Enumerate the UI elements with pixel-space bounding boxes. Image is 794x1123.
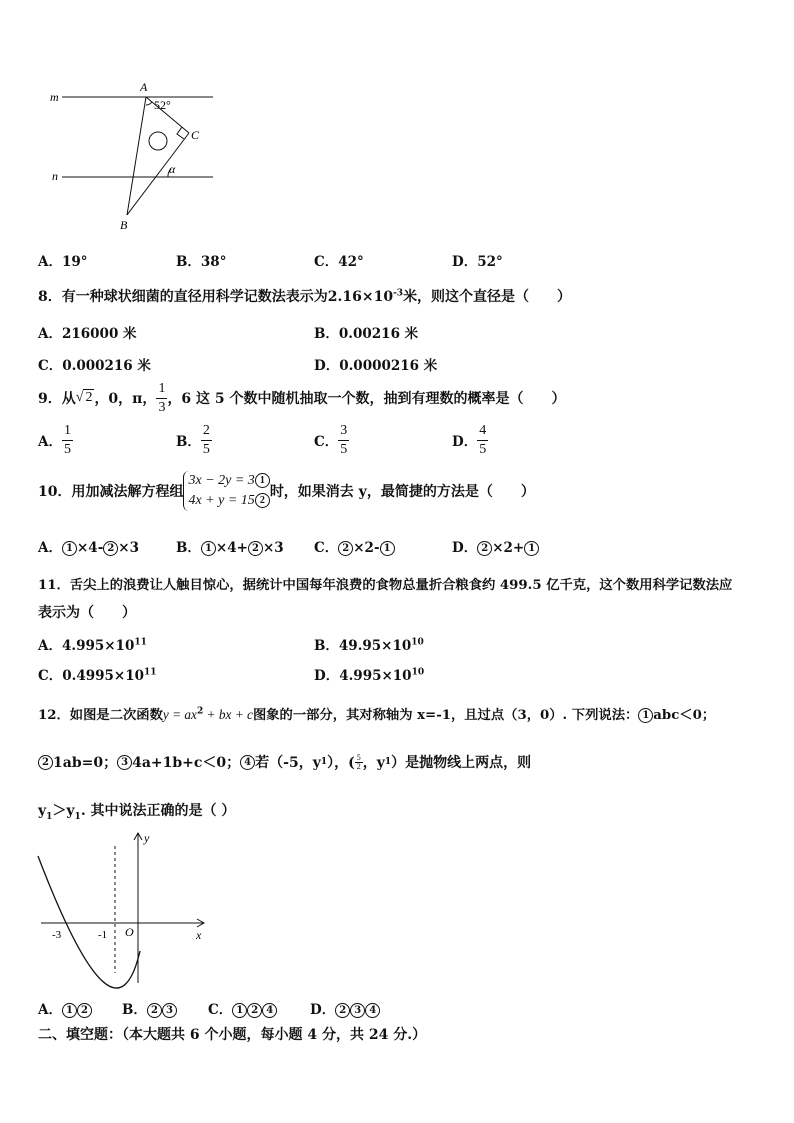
q9-stem — [38, 378, 566, 418]
q10-equation-system — [183, 471, 269, 511]
q10-c-mark1: 2 — [338, 541, 353, 556]
q9-sqrt-radicand: 2 — [85, 390, 93, 405]
q9-option-b-den: 5 — [202, 441, 210, 457]
q11-option-a[interactable] — [38, 634, 147, 654]
q7-option-b[interactable]: B．38° — [176, 254, 227, 270]
q10-b-mark1: 1 — [201, 541, 216, 556]
q12-b-m1: 2 — [147, 1003, 162, 1018]
segment-BC — [127, 133, 189, 215]
q9-option-c[interactable] — [314, 420, 349, 460]
q11-option-d[interactable] — [314, 664, 424, 684]
q12-c-m2: 2 — [247, 1003, 262, 1018]
q12-line3-c: . 其中说法正确的是（ ） — [80, 803, 236, 819]
tick-minus-3: -3 — [52, 929, 62, 941]
q9-text-after: ，6 这 5 个数中随机抽取一个数，抽到有理数的概率是（ ） — [167, 391, 566, 407]
q9-option-a-den: 5 — [63, 441, 71, 457]
q7-option-a[interactable]: A．19° — [38, 254, 88, 270]
q12-s4-frac — [355, 754, 363, 771]
q12-stem-line3 — [38, 800, 235, 822]
q10-text-after: 时，如果消去 y，最简捷的方法是（ ） — [269, 484, 535, 500]
q12-s1: abc＜0； — [653, 708, 716, 723]
segment-AB — [127, 97, 146, 215]
q12-option-d[interactable] — [310, 998, 380, 1018]
q9-option-c-num: 3 — [338, 424, 349, 441]
q10-b-letter: B． — [176, 540, 201, 556]
q9-option-c-frac — [338, 424, 349, 457]
right-angle-mark — [177, 127, 184, 139]
q11-stem-line1: 11．舌尖上的浪费让人触目惊心，据统计中国每年浪费的食物总量折合粮食约 499.5 亿千克，这个数用科学记数法应 — [38, 578, 733, 593]
q8-exponent: -3 — [393, 288, 404, 299]
q11-b-base: B．49.95×10 — [314, 638, 412, 654]
label-C: C — [191, 128, 200, 142]
q10-b-op2: ×3 — [262, 540, 284, 556]
q8-value: 2.16×10 — [327, 289, 394, 305]
q12-s3: 4a+1b+c＜0； — [132, 755, 241, 771]
q12-s3-mark: 3 — [117, 755, 132, 770]
q12-s2: 1ab=0； — [53, 755, 118, 771]
q10-d-op1: ×2+ — [492, 540, 525, 556]
q12-d-letter: D． — [310, 1002, 336, 1018]
origin-label: O — [125, 925, 134, 939]
q10-stem — [38, 468, 535, 514]
q10-a-op2: ×3 — [118, 540, 140, 556]
q12-s1-mark: 1 — [638, 708, 653, 723]
x-label: x — [196, 928, 202, 942]
q9-option-b-letter: B． — [176, 434, 201, 450]
q12-d-m3: 4 — [365, 1003, 380, 1018]
q9-option-a-frac — [62, 424, 73, 457]
q12-c-letter: C． — [208, 1002, 233, 1018]
q10-b-op1: ×4+ — [215, 540, 248, 556]
q12-d-m1: 2 — [335, 1003, 350, 1018]
q7-option-c[interactable]: C．42° — [314, 254, 364, 270]
q12-s4-frac-den: 2 — [356, 761, 361, 771]
q11-stem-line2: 表示为（ ） — [38, 605, 136, 621]
q10-a-mark2: 2 — [103, 541, 118, 556]
q10-option-d[interactable] — [452, 536, 539, 556]
q12-option-c[interactable] — [208, 998, 277, 1018]
q12-d-m2: 3 — [350, 1003, 365, 1018]
q10-text-before: 用加减法解方程组 — [71, 484, 184, 500]
q10-a-letter: A． — [38, 540, 62, 556]
q10-eq2-text: 4x + y = 15 — [188, 493, 255, 508]
q11-option-b[interactable] — [314, 634, 424, 654]
q12-func: y = ax — [162, 707, 197, 722]
q8-stem — [38, 286, 571, 306]
q12-line3-b: ＞y — [52, 803, 75, 819]
angle-arc-52 — [146, 102, 152, 105]
q9-frac-den: 3 — [158, 399, 166, 415]
q10-eq1 — [188, 471, 269, 491]
q12-option-a[interactable] — [38, 998, 92, 1018]
q9-number: 9． — [38, 391, 62, 407]
q10-option-a[interactable] — [38, 536, 139, 556]
q10-b-mark2: 2 — [248, 541, 263, 556]
q9-option-b-num: 2 — [201, 424, 212, 441]
q10-eq1-text: 3x − 2y = 3 — [188, 473, 255, 488]
q10-eq2-mark: 2 — [255, 493, 270, 508]
q12-func-exp: 2 — [196, 706, 204, 717]
y-label: y — [144, 831, 150, 845]
q9-option-d-frac — [477, 424, 488, 457]
label-A: A — [140, 80, 148, 94]
label-n: n — [52, 169, 58, 183]
q9-option-b-frac — [201, 424, 212, 457]
q10-c-mark2: 1 — [380, 541, 395, 556]
q12-a-m1: 1 — [62, 1003, 77, 1018]
q9-option-a-num: 1 — [62, 424, 73, 441]
q12-s4-a: 若（-5，y — [255, 755, 321, 771]
q8-option-b[interactable]: B．0.00216 米 — [314, 326, 419, 342]
q12-stem-line2 — [38, 748, 531, 776]
circle-mark — [149, 132, 167, 150]
q9-option-d-den: 5 — [479, 441, 487, 457]
q10-eq1-mark: 1 — [255, 473, 270, 488]
q11-d-base: D．4.995×10 — [314, 668, 412, 684]
q8-text-before: 有一种球状细菌的直径用科学记数法表示为 — [61, 289, 328, 305]
geometry-figure — [40, 76, 230, 236]
q9-option-d-num: 4 — [477, 424, 488, 441]
q9-option-b[interactable] — [176, 420, 212, 460]
q11-d-exp: 10 — [411, 667, 425, 678]
q12-a-letter: A． — [38, 1002, 62, 1018]
q11-a-base: A．4.995×10 — [38, 638, 135, 654]
q12-line3-sub1: 1 — [46, 811, 53, 822]
q10-c-op1: ×2- — [353, 540, 380, 556]
q10-d-letter: D． — [452, 540, 478, 556]
q11-b-exp: 10 — [411, 637, 424, 648]
q11-c-exp: 11 — [144, 667, 157, 678]
q11-option-c[interactable] — [38, 664, 157, 684]
q12-option-b[interactable] — [122, 998, 177, 1018]
label-B: B — [120, 218, 128, 232]
q12-line3-sub2: 1 — [74, 811, 81, 822]
q9-sqrt: √ 2 — [75, 390, 93, 405]
q9-option-d[interactable] — [452, 420, 488, 460]
q10-d-mark1: 2 — [477, 541, 492, 556]
q10-a-mark1: 1 — [62, 541, 77, 556]
q8-option-c[interactable]: C．0.000216 米 — [38, 358, 151, 374]
q7-option-d[interactable]: D．52° — [452, 254, 503, 270]
q11-c-base: C．0.4995×10 — [38, 668, 145, 684]
q12-s4-sub2: 1 — [384, 757, 392, 767]
q8-number: 8． — [38, 289, 62, 305]
q12-s4-b: ），( — [327, 755, 355, 771]
q12-a-m2: 2 — [77, 1003, 92, 1018]
q12-s4-c: ，y — [362, 755, 385, 771]
q10-a-op1: ×4- — [76, 540, 104, 556]
q12-line3-a: y — [38, 803, 47, 819]
q8-option-a[interactable]: A．216000 米 — [38, 326, 137, 342]
q11-a-exp: 11 — [134, 637, 147, 648]
q10-d-mark2: 1 — [524, 541, 539, 556]
q12-c-m1: 1 — [232, 1003, 247, 1018]
q8-option-d[interactable]: D．0.0000216 米 — [314, 358, 438, 374]
q10-option-b[interactable] — [176, 536, 284, 556]
q12-stem-line1 — [38, 704, 715, 723]
q12-b-m2: 3 — [162, 1003, 177, 1018]
parabola-graph — [36, 828, 216, 990]
q8-text-after: 米，则这个直径是（ ） — [403, 289, 572, 305]
q10-c-letter: C． — [314, 540, 339, 556]
q12-s4-sub1: 1 — [320, 757, 328, 767]
q9-fraction — [156, 382, 167, 415]
q12-s4-mark: 4 — [240, 755, 255, 770]
q9-option-c-den: 5 — [340, 441, 348, 457]
q12-func-tail: + bx + c — [203, 707, 253, 722]
q9-option-a-letter: A． — [38, 434, 62, 450]
label-alpha: α — [169, 162, 176, 176]
q12-s2-mark: 2 — [38, 755, 53, 770]
q9-option-a[interactable] — [38, 420, 73, 460]
q9-frac-num: 1 — [156, 382, 167, 399]
q10-option-c[interactable] — [314, 536, 395, 556]
q9-mid: ，0，π， — [94, 391, 157, 407]
q12-c-m3: 4 — [262, 1003, 277, 1018]
tick-minus-1: -1 — [98, 929, 108, 941]
section-2-title: 二、填空题：（本大题共 6 个小题，每小题 4 分，共 24 分.） — [38, 1027, 427, 1043]
q12-s4-d: ）是抛物线上两点，则 — [391, 755, 532, 771]
q12-s4-frac-num: 5 — [356, 752, 361, 762]
q12-b-letter: B． — [122, 1002, 147, 1018]
q10-number: 10． — [38, 484, 72, 500]
q12-line1-a: 12．如图是二次函数 — [38, 708, 163, 723]
label-angle-52: 52° — [154, 98, 171, 112]
q10-eq2 — [188, 491, 269, 511]
q9-from: 从 — [61, 391, 76, 407]
q12-line1-b: 图象的一部分，其对称轴为 x=-1，且过点（3，0）. 下列说法： — [252, 708, 639, 723]
q9-option-c-letter: C． — [314, 434, 339, 450]
parabola-curve — [38, 856, 140, 988]
label-m: m — [50, 90, 59, 104]
q9-option-d-letter: D． — [452, 434, 478, 450]
